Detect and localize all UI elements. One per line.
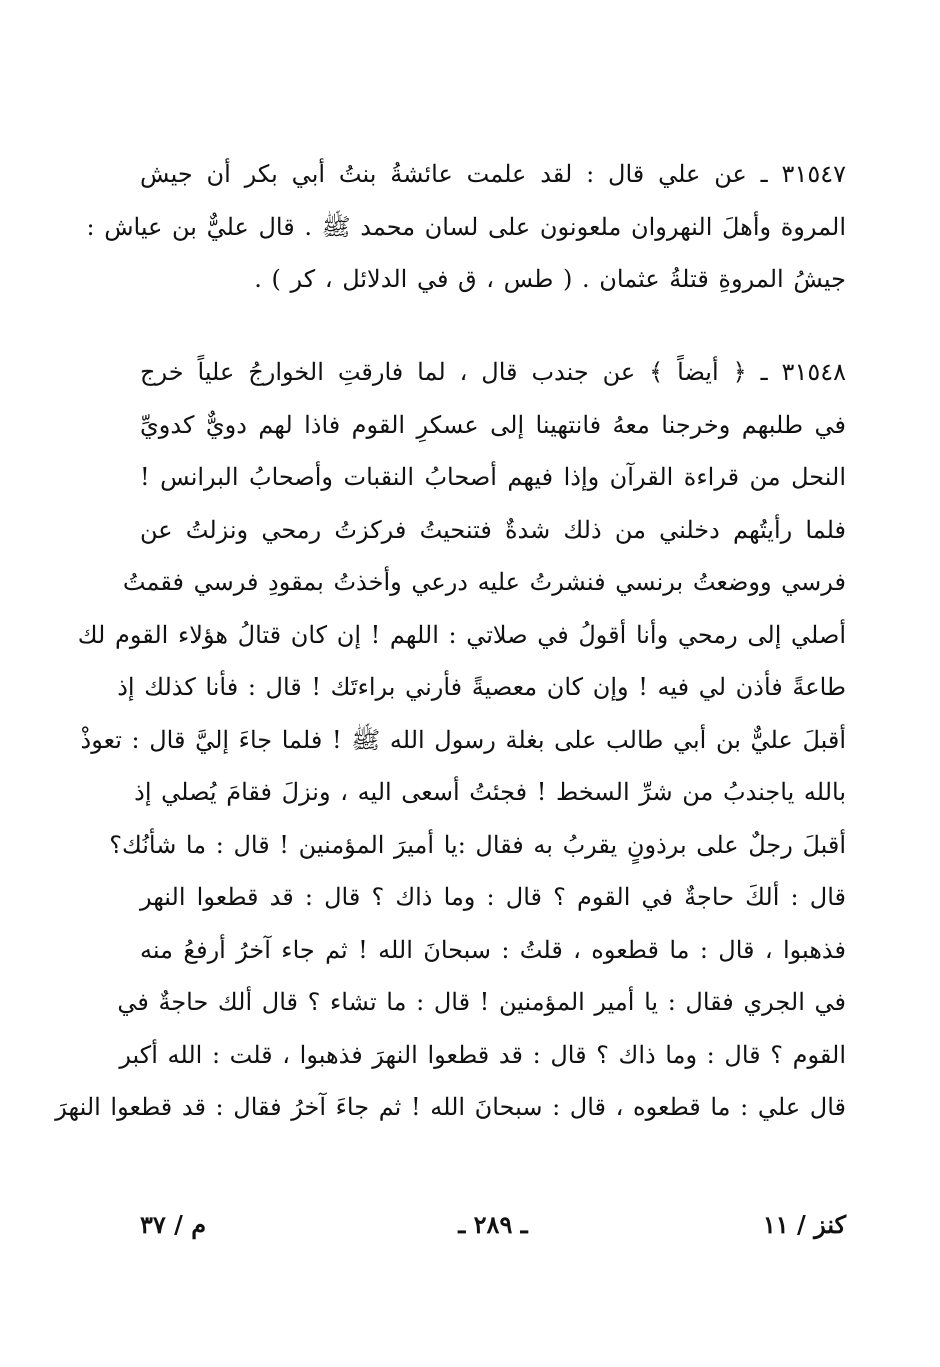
text-line: ٣١٥٤٧ ـ عن علي قال : لقد علمت عائشةُ بنتُ أبي بكر أن جيش: [140, 160, 846, 188]
hadith-31548: [55, 346, 846, 1134]
text-line: أقبلَ رجلٌ على برذونٍ يقربُ به فقال :يا أميرَ المؤمنين ! قال : ما شأنُك؟: [109, 830, 846, 859]
text-line: قال علي : ما قطعوه ، قال : سبحانَ الله ! ثم جاءَ آخرُ فقال : قد قطعوا النهرَ: [55, 1093, 846, 1121]
text-line: قال : ألكَ حاجةٌ في القوم ؟ قال : وما ذاك ؟ قال : قد قطعوا النهر: [140, 883, 846, 911]
text-line: جيشُ المروةِ قتلةُ عثمان . ( طس ، ق في الدلائل ، كر ) .: [254, 265, 846, 293]
text-line: النحل من قراءة القرآن وإذا فيهم أصحابُ النقبات وأصحابُ البرانس !: [140, 463, 846, 491]
text-line: بالله ياجندبُ من شرِّ السخط ! فجئتُ أسعى اليه ، ونزلَ فقامَ يُصلي إذ: [134, 778, 846, 806]
text-line: ٣١٥٤٨ ـ ﴿ أيضاً ﴾ عن جندب قال ، لما فارقتِ الخوارجُ علياً خرج: [140, 358, 846, 386]
text-line: القوم ؟ قال : وما ذاك ؟ قال : قد قطعوا النهرَ فذهبوا ، قلت : الله أكبر: [119, 1040, 846, 1069]
text-line: المروة وأهلَ النهروان ملعونون على لسان محمد ﷺ . قال عليٌّ بن عياش :: [86, 212, 846, 241]
page-footer: [140, 1210, 846, 1260]
text-line: في طلبهم وخرجنا معهُ فانتهينا إلى عسكرِ القوم فاذا لهم دويٌّ كدويِّ: [140, 410, 846, 439]
text-line: فلما رأيتُهم دخلني من ذلك شدةٌ فتنحيتُ فركزتُ رمحي ونزلتُ عن: [140, 515, 846, 544]
page-number: ـ ٢٨٩ ـ: [458, 1210, 528, 1239]
text-line: طاعةً فأذن لي فيه ! وإن كان معصيةً فأرني براءتَك ! قال : فأنا كذلك إذ: [117, 673, 846, 701]
text-line: فذهبوا ، قال : ما قطعوه ، قلتُ : سبحانَ الله ! ثم جاء آخرُ أرفعُ منه: [140, 935, 846, 964]
text-line: فرسي ووضعتُ برنسي فنشرتُ عليه درعي وأخذتُ بمقودِ فرسي فقمتُ: [122, 568, 846, 596]
text-line: أقبلَ عليٌّ بن أبي طالب على بغلة رسول الله ﷺ ! فلما جاءَ إليَّ قال : تعوذْ: [80, 725, 846, 754]
hadith-31547: [86, 148, 846, 306]
text-line: أصلي إلى رمحي وأنا أقولُ في صلاتي : اللهم ! إن كان قتالُ هؤلاء القوم لك: [77, 620, 846, 649]
text-line: في الجري فقال : يا أمير المؤمنين ! قال : ما تشاء ؟ قال ألك حاجةٌ في: [117, 988, 846, 1016]
volume-mark: كنز / ١١: [762, 1210, 846, 1239]
signature-mark: م / ٣٧: [140, 1210, 207, 1239]
